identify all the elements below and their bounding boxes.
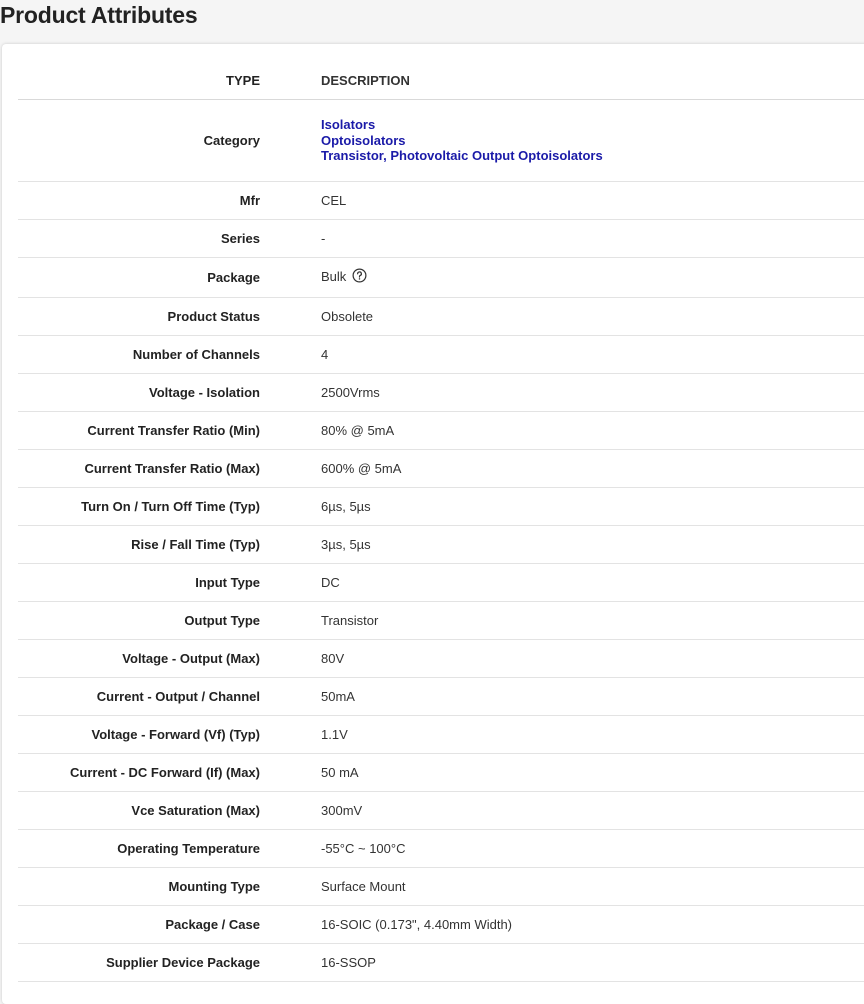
attribute-label: Vce Saturation (Max) [131,803,260,818]
attribute-label: Output Type [184,613,260,628]
attribute-label: Product Status [167,309,260,324]
attribute-value: 50 mA [321,765,359,780]
attribute-label: Mfr [239,193,260,208]
attribute-value: Obsolete [321,309,374,324]
attribute-label: Rise / Fall Time (Typ) [131,537,260,552]
table-row [18,450,864,488]
category-links [260,100,864,182]
table-row [18,526,864,564]
table-row [18,182,864,220]
attributes-card [2,44,864,1004]
table-row [18,374,864,412]
category-link-optoisolators[interactable]: Optoisolators [321,132,406,148]
attribute-value: CEL [321,193,347,208]
table-row [18,754,864,792]
table-row [18,258,864,298]
attribute-value: 16-SSOP [321,955,376,970]
table-row [18,716,864,754]
attribute-label: Current - DC Forward (If) (Max) [70,765,260,780]
attribute-label: Number of Channels [132,347,260,362]
attribute-label: Supplier Device Package [106,955,260,970]
attribute-label: Voltage - Output (Max) [122,651,260,666]
attribute-value: 300mV [321,803,363,818]
attribute-value: 80V [321,651,345,666]
attribute-label: Package [207,270,260,285]
table-row [18,830,864,868]
attribute-value: Surface Mount [321,879,406,894]
attribute-value: 50mA [321,689,355,704]
attribute-label: Turn On / Turn Off Time (Typ) [81,499,260,514]
attribute-label: Series [220,231,260,246]
table-row [18,336,864,374]
category-link-isolators[interactable]: Isolators [321,117,376,133]
attribute-value: Transistor [321,613,379,628]
category-link-transistor-photovoltaic[interactable]: Transistor, Photovoltaic Output Optoisolators [321,148,603,164]
table-row [18,298,864,336]
attribute-label: Current Transfer Ratio (Min) [87,423,260,438]
table-row [18,412,864,450]
page-title: Product Attributes [0,2,198,28]
table-row [18,602,864,640]
table-row [18,906,864,944]
table-header-row [18,61,864,100]
attribute-value: DC [321,575,340,590]
attribute-label: Package / Case [165,917,260,932]
table-row [18,678,864,716]
table-row [18,640,864,678]
attribute-value: 16-SOIC (0.173", 4.40mm Width) [321,917,513,932]
attribute-label: Current Transfer Ratio (Max) [84,461,260,476]
header-type: TYPE [18,61,260,100]
attribute-label: Operating Temperature [117,841,260,856]
table-row [18,944,864,982]
attribute-value: Bulk [321,269,347,285]
table-row [18,792,864,830]
attribute-value: 1.1V [321,727,348,742]
attribute-label: Input Type [195,575,260,590]
attribute-label: Current - Output / Channel [96,689,260,704]
question-circle-icon[interactable] [352,268,367,286]
table-row-category [18,100,864,182]
attribute-label: Voltage - Forward (Vf) (Typ) [91,727,260,742]
attribute-value: 2500Vrms [321,385,380,400]
attribute-label: Mounting Type [168,879,260,894]
attribute-value: - [321,231,326,246]
attribute-value: 600% @ 5mA [321,461,402,476]
attribute-value: -55°C ~ 100°C [321,841,406,856]
attributes-table [18,61,864,982]
attribute-value: 4 [321,347,329,362]
attribute-value: 3µs, 5µs [321,537,371,552]
attribute-label: Voltage - Isolation [149,385,260,400]
attribute-value: 6µs, 5µs [321,499,371,514]
table-row [18,868,864,906]
table-row [18,488,864,526]
table-row [18,564,864,602]
table-row [18,220,864,258]
attribute-label: Category [203,133,260,148]
attribute-value: 80% @ 5mA [321,423,395,438]
attribute-value-package [260,258,864,298]
header-description: DESCRIPTION [260,61,864,100]
